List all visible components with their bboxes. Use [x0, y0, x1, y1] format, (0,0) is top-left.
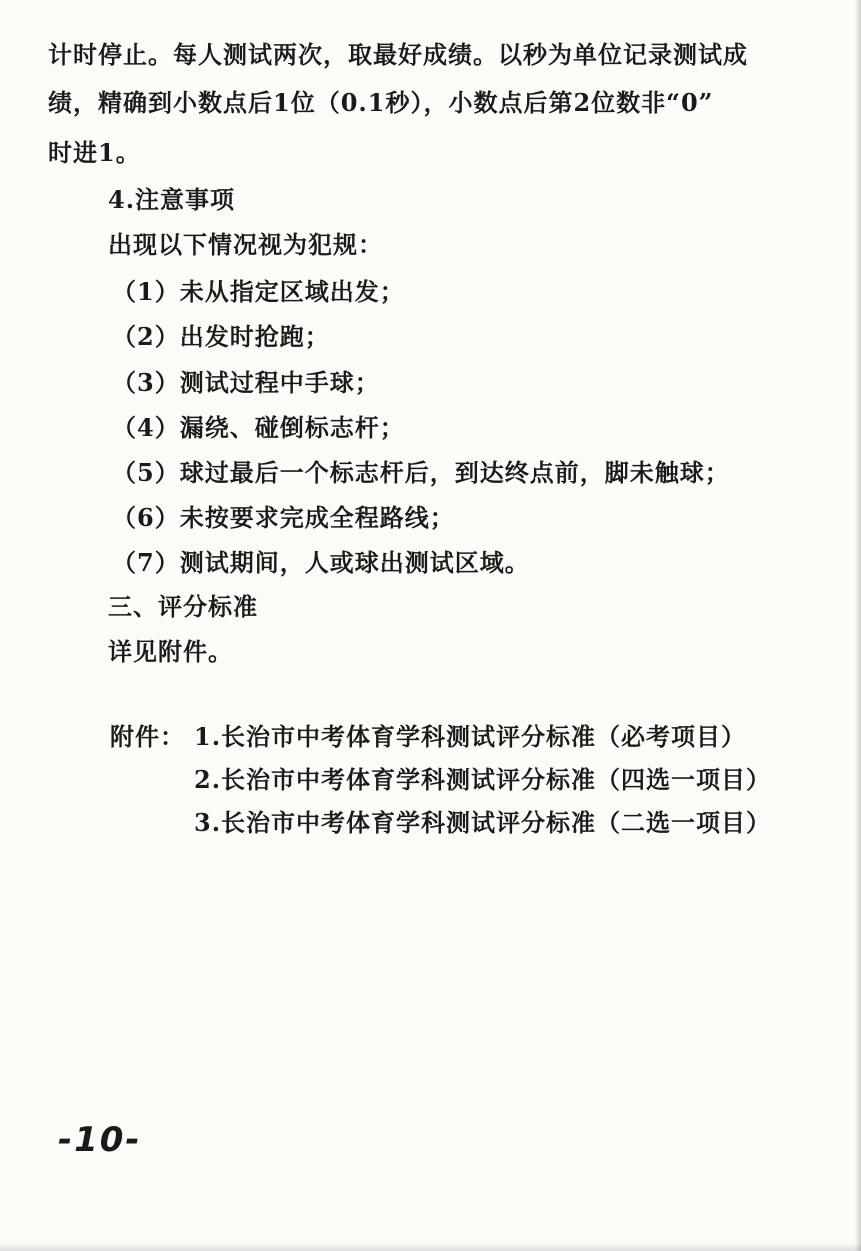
page-number: -10- [58, 1120, 142, 1160]
paragraph-line-2: 绩，精确到小数点后1位（0.1秒），小数点后第2位数非“0” [48, 88, 714, 117]
violation-item: （4）漏绕、碰倒标志杆； [112, 413, 405, 442]
attachment-item: 3.长治市中考体育学科测试评分标准（二选一项目） [194, 808, 772, 837]
paragraph-line-3: 时进1。 [48, 138, 141, 167]
attachment-item: 1.长治市中考体育学科测试评分标准（必考项目） [194, 722, 747, 751]
violation-item: （7）测试期间，人或球出测试区域。 [112, 548, 530, 577]
violation-item: （2）出发时抢跑； [112, 322, 330, 351]
notes-heading: 4.注意事项 [108, 185, 236, 214]
notes-intro: 出现以下情况视为犯规： [108, 230, 383, 259]
scoring-text: 详见附件。 [108, 637, 233, 666]
violation-item: （1）未从指定区域出发； [112, 277, 405, 306]
scoring-heading: 三、评分标准 [108, 592, 258, 621]
violation-item: （3）测试过程中手球； [112, 368, 380, 397]
attachment-item: 2.长治市中考体育学科测试评分标准（四选一项目） [194, 765, 772, 794]
violation-item: （6）未按要求完成全程路线； [112, 503, 455, 532]
paragraph-line-1: 计时停止。每人测试两次，取最好成绩。以秒为单位记录测试成 [48, 40, 748, 69]
page-edge-shadow [855, 0, 861, 1251]
attachments-label: 附件： [110, 722, 185, 751]
violation-item: （5）球过最后一个标志杆后，到达终点前，脚未触球； [112, 458, 730, 487]
page-bottom-shadow [0, 1243, 861, 1251]
